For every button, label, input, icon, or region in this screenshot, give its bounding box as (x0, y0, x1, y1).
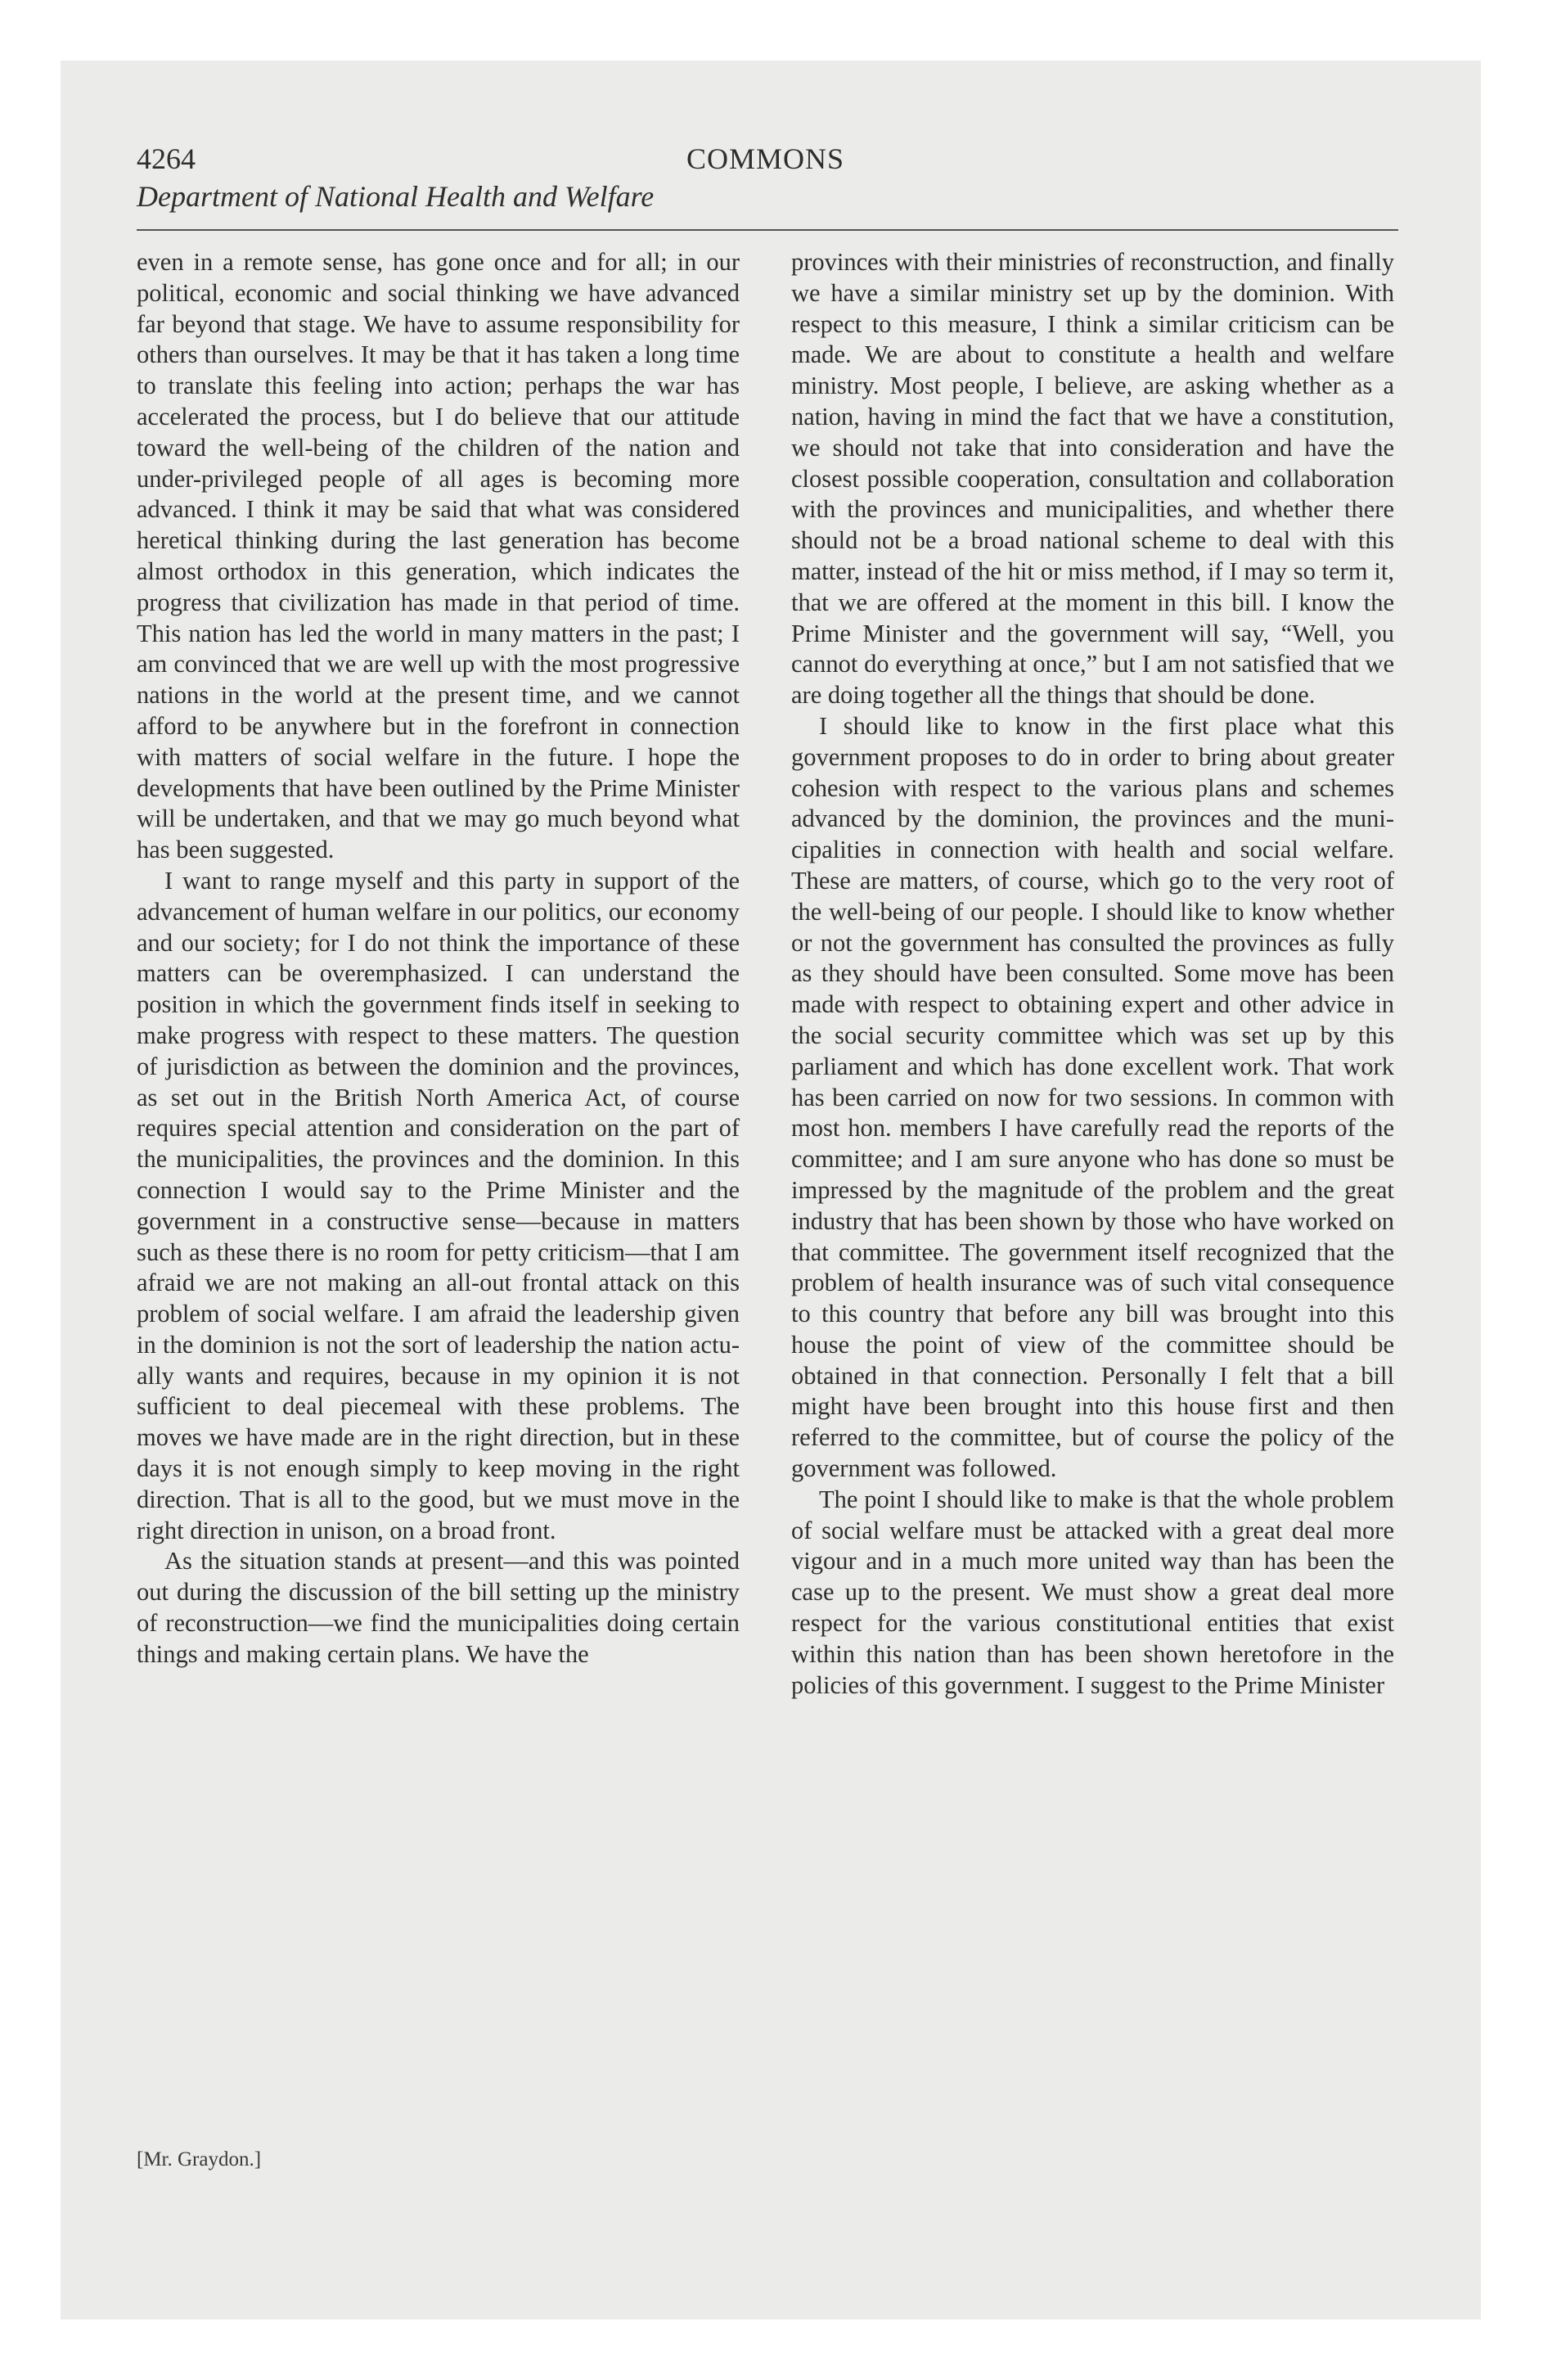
section-title: Department of National Health and Welfare (137, 180, 655, 213)
left-column (137, 247, 740, 1670)
paragraph: provinces with their ministries of reconstruction, and finally we have a similar ministry set up by the dominion. With respect to this measure, I think a similar criticism can be made. We are about to constitute a health and welfare ministry. Most people, I believe, are asking whether as a nation, having in mind the fact that we have a constitution, we should not take that into consideration and have the closest possible cooperation, consultation and collaboration with the provinces and municipalities, and whether there should not be a broad national scheme to deal with this matter, instead of the hit or miss method, if I may so term it, that we are offered at the moment in this bill. I know the Prime Minister and the government will say, “Well, you cannot do everything at once,” but I am not satisfied that we are doing together all the things that should be done. (791, 248, 1394, 710)
paragraph: I should like to know in the first place what this government proposes to do in order to bring about greater cohesion with respect to the various plans and schemes advanced by the dominion, the provinces and the municipalities in connection with health and social welfare. These are matters, of course, which go to the very root of the well-being of our people. I should like to know whether or not the government has consulted the provinces as fully as they should have been consulted. Some move has been made with respect to obtaining expert and other advice in the social security committee which was set up by this parliament and which has done excellent work. That work has been carried on now for two sessions. In common with most hon. members I have carefully read the reports of the committee; and I am sure anyone who has done so must be impressed by the magnitude of the problem and the great industry that has been shown by those who have worked on that committee. The government itself recognized that the problem of health insurance was of such vital consequence to this country that before any bill was brought into this house the point of view of the committee should be obtained in that connection. Personally I felt that a bill might have been brought into this house first and then referred to the committee, but of course the policy of the government was followed. (791, 711, 1394, 1483)
page-number: 4264 (137, 142, 196, 175)
right-column (791, 247, 1394, 1701)
speaker-tag: [Mr. Graydon.] (137, 2148, 262, 2170)
page-header (137, 141, 1398, 232)
hansard-page (137, 141, 1398, 2301)
paragraph: The point I should like to make is that the whole problem of social welfare must be attacked with a great deal more vigour and in a much more united way than has been the case up to the present. We must show a great deal more respect for the various constitutional entities that exist within this nation than has been shown heretofore in the policies of this government. I suggest to the Prime Minister (791, 1485, 1394, 1699)
paragraph: even in a remote sense, has gone once and for all; in our political, economic and social thinking we have advanced far beyond that stage. We have to assume responsibility for others than ourselves. It may be that it has taken a long time to translate this feeling into action; perhaps the war has accelerated the process, but I do believe that our attitude toward the well-being of the children of the nation and under-privileged people of all ages is becoming more advanced. I think it may be said that what was considered heretical thinking during the last generation has become almost orthodox in this generation, which indicates the progress that civilization has made in that period of time. This nation has led the world in many matters in the past; I am convinced that we are well up with the most progressive nations in the world at the present time, and we cannot afford to be anywhere but in the forefront in connection with matters of social welfare in the future. I hope the developments that have been outlined by the Prime Minister will be undertaken, and that we may go much beyond what has been suggested. (137, 248, 740, 864)
header-rule (137, 229, 1398, 231)
paragraph: As the situation stands at present—and this was pointed out during the discussion of the bill setting up the ministry of reconstruction—we find the municipalities doing certain things and making certain plans. We have the (137, 1547, 740, 1668)
paragraph: I want to range myself and this party in support of the advancement of human welfare in our politics, our economy and our society; for I do not think the importance of these matters can be overemphasized. I can understand the position in which the government finds itself in seeking to make progress with respect to these matters. The question of jurisdiction as between the dominion and the provinces, as set out in the British North America Act, of course requires special attention and consideration on the part of the municipalities, the provinces and the dominion. In this connection I would say to the Prime Minister and the government in a constructive sense—because in matters such as these there is no room for petty criticism—that I am afraid we are not making an all-out frontal attack on this problem of social welfare. I am afraid the leadership given in the dominion is not the sort of leadership the nation actually wants and requires, because in my opinion it is not sufficient to deal piecemeal with these problems. The moves we have made are in the right direction, but in these days it is not enough simply to keep moving in the right direction. That is all to the good, but we must move in the right direction in unison, on a broad front. (137, 866, 740, 1544)
running-head: COMMONS (686, 142, 845, 175)
